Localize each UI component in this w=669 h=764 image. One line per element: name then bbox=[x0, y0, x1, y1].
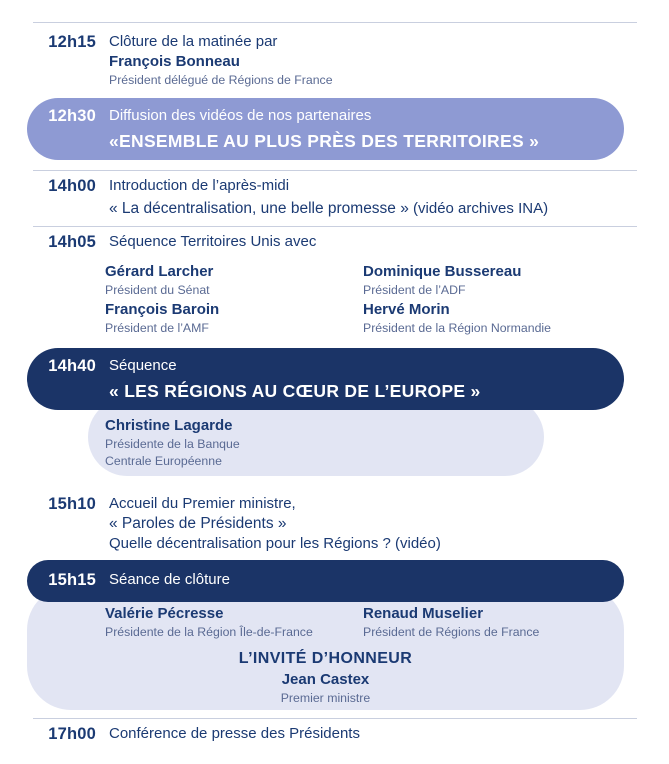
agenda-body bbox=[109, 356, 481, 403]
guest-of-honour-role: Premier ministre bbox=[280, 691, 371, 706]
speaker-role: Président de Régions de France bbox=[363, 625, 540, 640]
agenda-line2: « Paroles de Présidents » bbox=[109, 514, 287, 532]
agenda-title: Séquence Territoires Unis avec bbox=[109, 233, 317, 250]
speaker-name: Dominique Bussereau bbox=[363, 263, 522, 280]
agenda-body bbox=[109, 32, 333, 88]
divider bbox=[33, 22, 637, 23]
agenda-body bbox=[109, 724, 360, 744]
speaker-role: Président délégué de Régions de France bbox=[109, 72, 333, 87]
agenda-item-14h00 bbox=[33, 176, 548, 219]
divider bbox=[33, 718, 637, 719]
divider bbox=[33, 226, 637, 227]
agenda-title: Clôture de la matinée par bbox=[109, 33, 278, 50]
agenda-time: 12h15 bbox=[48, 33, 96, 51]
agenda-item-12h15 bbox=[33, 32, 333, 88]
speaker-role: Présidente de la Région Île-de-France bbox=[105, 625, 313, 640]
agenda-body bbox=[109, 232, 316, 252]
speaker-14h40 bbox=[105, 416, 240, 469]
agenda-time: 15h10 bbox=[48, 495, 96, 513]
agenda-title: Séance de clôture bbox=[109, 571, 230, 588]
speaker-name: Hervé Morin bbox=[363, 301, 450, 318]
speaker-name: François Bonneau bbox=[109, 52, 240, 70]
guest-of-honour-label: L’INVITÉ D’HONNEUR bbox=[238, 650, 413, 667]
speaker-role-line2: Centrale Européenne bbox=[105, 453, 222, 468]
speaker-cell bbox=[105, 262, 363, 299]
divider bbox=[33, 170, 637, 171]
agenda-item-12h30 bbox=[33, 106, 539, 153]
speaker-name: Gérard Larcher bbox=[105, 263, 214, 280]
speaker-role-line1: Présidente de la Banque bbox=[105, 437, 240, 452]
agenda-time: 14h00 bbox=[48, 177, 96, 195]
agenda-time: 14h05 bbox=[48, 233, 96, 251]
agenda-headline: « LES RÉGIONS AU CŒUR DE L’EUROPE » bbox=[109, 380, 481, 401]
agenda-item-15h10 bbox=[33, 494, 441, 554]
speaker-role: Président de l’AMF bbox=[105, 321, 209, 336]
speaker-grid-14h05-row2 bbox=[105, 300, 621, 337]
agenda-title: Accueil du Premier ministre, bbox=[109, 495, 296, 512]
agenda-body bbox=[109, 494, 441, 554]
speaker-grid-15h15 bbox=[105, 604, 621, 641]
speaker-cell bbox=[105, 604, 363, 641]
agenda-body bbox=[109, 570, 230, 590]
guest-of-honour-name: Jean Castex bbox=[281, 671, 370, 688]
agenda-item-15h15 bbox=[33, 570, 230, 590]
agenda-body bbox=[109, 176, 548, 219]
agenda-time: 12h30 bbox=[48, 107, 96, 125]
agenda-item-17h00 bbox=[33, 724, 360, 744]
agenda-headline: «ENSEMBLE AU PLUS PRÈS DES TERRITOIRES » bbox=[109, 130, 540, 151]
guest-of-honour bbox=[27, 650, 624, 707]
agenda-subtitle bbox=[109, 198, 548, 219]
speaker-cell bbox=[105, 300, 363, 337]
agenda-time: 15h15 bbox=[48, 571, 96, 589]
agenda-item-14h05 bbox=[33, 232, 316, 252]
agenda-subtitle-quote: « La décentralisation, une belle promesse » bbox=[109, 199, 409, 217]
speaker-role: Président de l’ADF bbox=[363, 283, 466, 298]
speaker-name: Renaud Muselier bbox=[363, 605, 484, 622]
agenda-line3: Quelle décentralisation pour les Régions ? (vidéo) bbox=[109, 535, 441, 553]
speaker-role: Président du Sénat bbox=[105, 283, 210, 298]
speaker-name: Christine Lagarde bbox=[105, 417, 233, 434]
speaker-name: François Baroin bbox=[105, 301, 220, 318]
speaker-cell bbox=[363, 262, 621, 299]
agenda-subtitle-rest: (vidéo archives INA) bbox=[408, 199, 549, 217]
speaker-name: Valérie Pécresse bbox=[105, 605, 224, 622]
speaker-cell bbox=[363, 300, 621, 337]
agenda-body bbox=[109, 106, 539, 153]
speaker-cell bbox=[363, 604, 621, 641]
agenda-title: Séquence bbox=[109, 357, 177, 374]
agenda-title: Introduction de l’après-midi bbox=[109, 177, 290, 194]
agenda-item-14h40 bbox=[33, 356, 481, 403]
speaker-grid-14h05-row1 bbox=[105, 262, 621, 299]
speaker-role: Président de la Région Normandie bbox=[363, 321, 551, 336]
agenda-time: 17h00 bbox=[48, 725, 96, 743]
agenda-title: Diffusion des vidéos de nos partenaires bbox=[109, 107, 372, 124]
agenda-time: 14h40 bbox=[48, 357, 96, 375]
agenda-title: Conférence de presse des Présidents bbox=[109, 725, 360, 742]
